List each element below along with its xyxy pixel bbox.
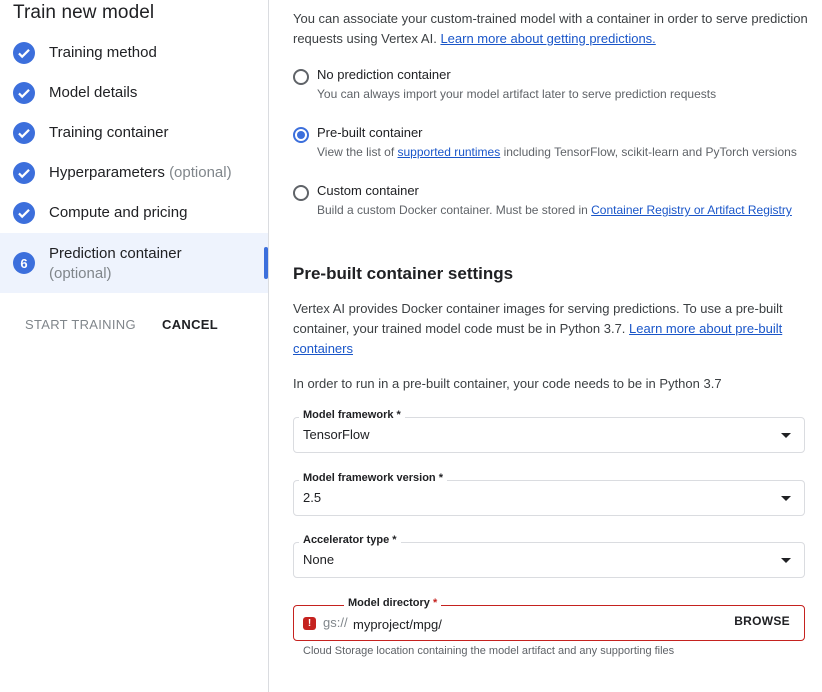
optional-tag: (optional) xyxy=(49,265,112,282)
dropdown-arrow-icon xyxy=(781,496,791,501)
check-circle-icon xyxy=(13,42,35,64)
field-label: Model framework * xyxy=(299,409,405,421)
option-desc xyxy=(317,145,797,159)
accelerator-type-select[interactable] xyxy=(293,534,805,578)
field-value: 2.5 xyxy=(303,490,322,505)
step-training-method[interactable] xyxy=(0,33,268,73)
python-note: In order to run in a pre-built container, your code needs to be in Python 3.7 xyxy=(293,376,722,391)
step-label: Training method xyxy=(49,44,157,61)
field-value: TensorFlow xyxy=(303,427,370,442)
error-icon: ! xyxy=(303,617,316,630)
check-circle-icon xyxy=(13,202,35,224)
dropdown-arrow-icon xyxy=(781,558,791,563)
page-title: Train new model xyxy=(13,2,155,23)
option-title: No prediction container xyxy=(317,67,451,82)
step-label-text: Hyperparameters xyxy=(49,164,165,181)
field-label xyxy=(344,597,441,609)
step-label xyxy=(49,244,182,284)
step-number-badge: 6 xyxy=(13,252,35,274)
option-desc-text: View the list of xyxy=(317,145,395,159)
step-label: Compute and pricing xyxy=(49,204,188,221)
check-circle-icon xyxy=(13,122,35,144)
field-label: Model framework version * xyxy=(299,472,447,484)
field-value: None xyxy=(303,552,335,567)
step-prediction-container[interactable] xyxy=(0,233,268,293)
dropdown-arrow-icon xyxy=(781,433,791,438)
model-directory-input[interactable] xyxy=(353,614,713,634)
check-circle-icon xyxy=(13,82,35,104)
option-title: Pre-built container xyxy=(317,125,423,140)
radio-pre-built-container[interactable] xyxy=(293,127,309,143)
option-desc-text: including TensorFlow, scikit-learn and PyTorch versions xyxy=(503,145,797,159)
start-training-button[interactable]: START TRAINING xyxy=(25,317,136,332)
section-description-text: Vertex AI provides Docker container images for serving predictions. To use a pre-built container, your trained model code must be in Python 3.7. xyxy=(293,301,783,336)
model-directory-field[interactable] xyxy=(293,597,805,641)
option-desc xyxy=(317,203,792,217)
field-label-text: Model directory xyxy=(348,597,430,609)
intro-text xyxy=(293,9,808,49)
active-step-indicator xyxy=(264,247,268,279)
radio-custom-container[interactable] xyxy=(293,185,309,201)
step-label: Model details xyxy=(49,84,138,101)
section-title: Pre-built container settings xyxy=(293,264,514,283)
container-registry-link[interactable]: Container Registry or Artifact Registry xyxy=(591,203,792,217)
step-model-details[interactable] xyxy=(0,73,268,113)
model-framework-version-select[interactable] xyxy=(293,472,805,516)
option-desc-text: Build a custom Docker container. Must be stored in xyxy=(317,203,588,217)
option-title: Custom container xyxy=(317,183,419,198)
optional-tag: (optional) xyxy=(169,164,232,181)
required-mark: * xyxy=(432,597,438,609)
intro-text-body: You can associate your custom-trained model with a container in order to serve prediction requests using Vertex AI. xyxy=(293,11,808,46)
field-label: Accelerator type * xyxy=(299,534,401,546)
step-compute-and-pricing[interactable] xyxy=(0,193,268,233)
section-description xyxy=(293,299,798,359)
step-label: Training container xyxy=(49,124,169,141)
step-hyperparameters[interactable] xyxy=(0,153,268,193)
learn-more-predictions-link[interactable]: Learn more about getting predictions. xyxy=(440,31,656,46)
browse-button[interactable]: BROWSE xyxy=(734,614,790,628)
option-desc: You can always import your model artifact later to serve prediction requests xyxy=(317,87,717,101)
step-label-text: Prediction container xyxy=(49,245,182,262)
step-training-container[interactable] xyxy=(0,113,268,153)
radio-no-prediction-container[interactable] xyxy=(293,69,309,85)
stepper-sidebar xyxy=(0,0,269,692)
step-label xyxy=(49,164,232,181)
gs-prefix: gs:// xyxy=(323,615,348,630)
model-directory-helper: Cloud Storage location containing the model artifact and any supporting files xyxy=(303,645,675,657)
learn-more-pre-built-link[interactable]: Learn more about pre-built containers xyxy=(293,321,783,356)
supported-runtimes-link[interactable]: supported runtimes xyxy=(397,145,501,159)
check-circle-icon xyxy=(13,162,35,184)
model-framework-select[interactable] xyxy=(293,409,805,453)
cancel-button[interactable]: CANCEL xyxy=(162,317,218,332)
